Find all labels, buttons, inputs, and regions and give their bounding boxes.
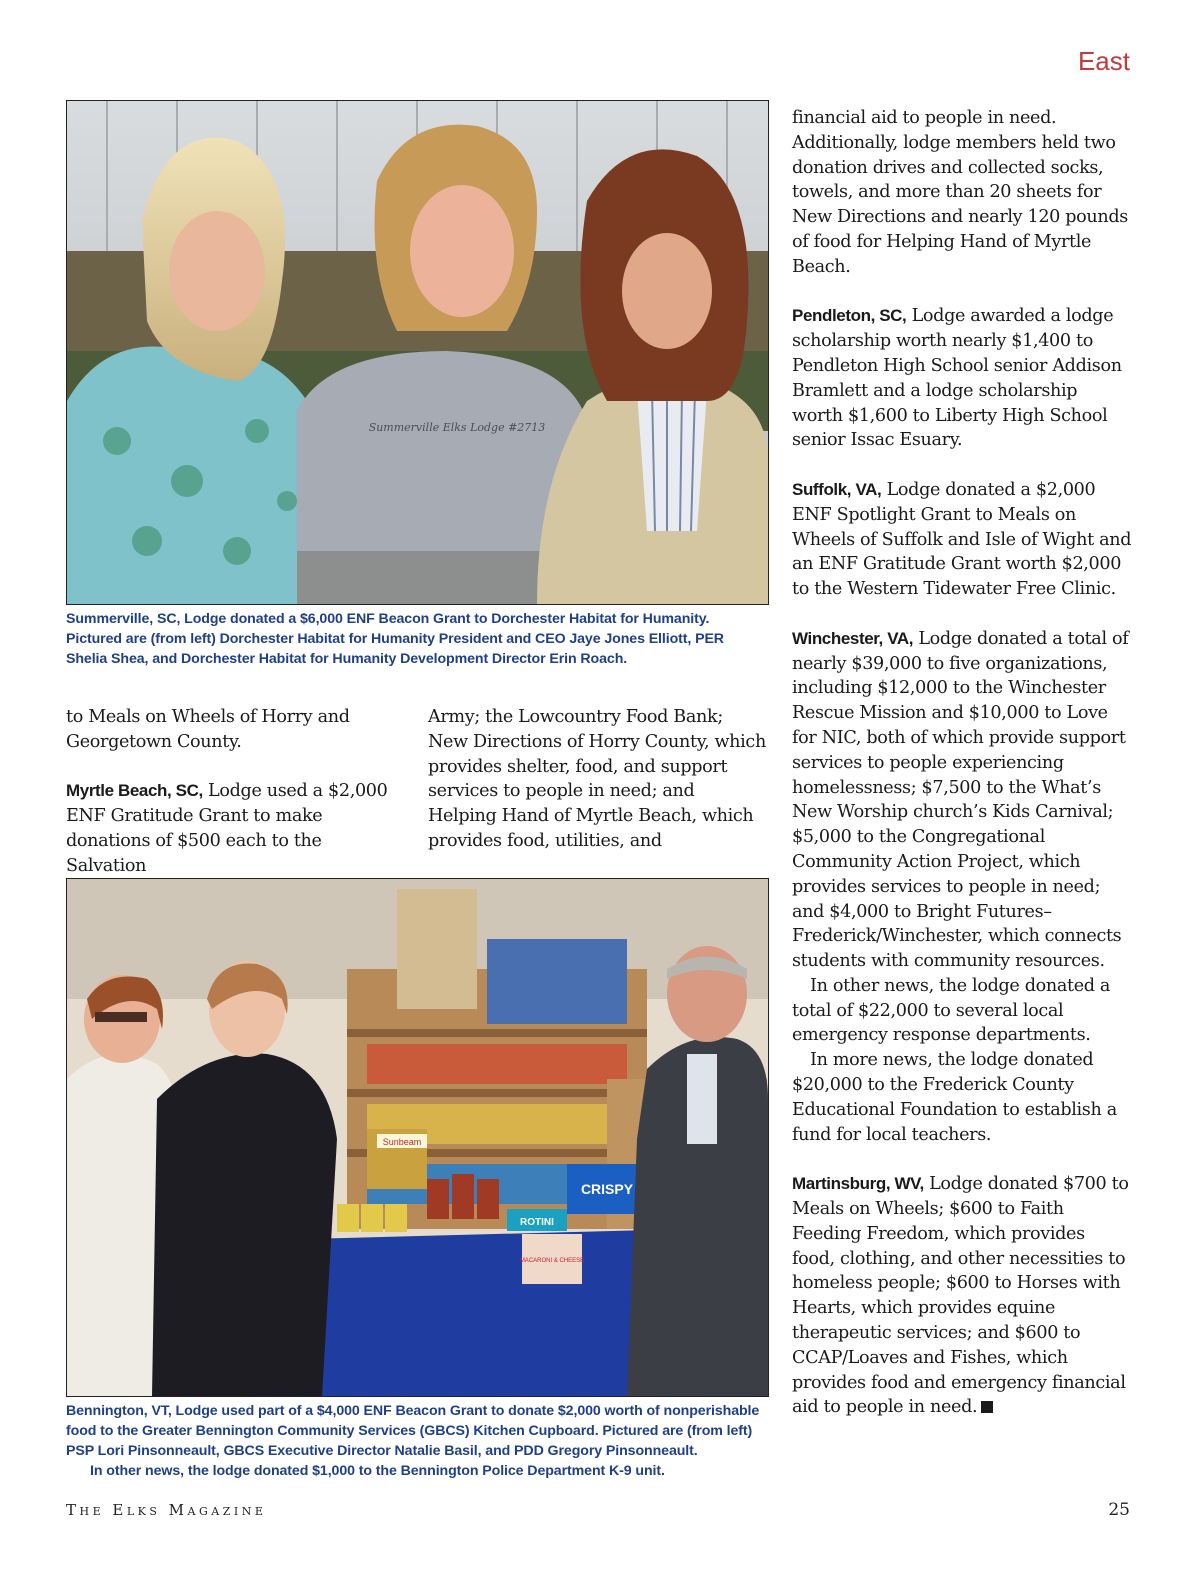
- paragraph-text: Lodge donated a $2,000 ENF Spotlight Grant to Meals on Wheels of Suffolk and Isle of Wight and an ENF Gratitude Grant worth $2,000 to the Western Tidewater Free Clinic.: [792, 479, 1132, 600]
- box-label: CRISPY: [580, 1181, 634, 1197]
- paragraph-text: Lodge used a $2,000 ENF Gratitude Grant to make donations of $500 each to the Salvation: [66, 781, 388, 876]
- paragraph: [66, 779, 404, 878]
- box-label: ROTINI: [520, 1217, 554, 1228]
- paragraph: [792, 304, 1132, 453]
- magazine-title: The Elks Magazine: [66, 1501, 267, 1519]
- lodge-name: Myrtle Beach, SC,: [66, 781, 203, 801]
- caption-lodge-name: Bennington, VT,: [66, 1403, 172, 1419]
- section-label: East: [1077, 46, 1130, 76]
- article-column-2: [428, 705, 766, 879]
- paragraph-text: Lodge awarded a lodge scholarship worth nearly $1,400 to Pendleton High School senior Addison Bramlett and a lodge scholarship worth $1,600 to Liberty High School senior Issac Esuary.: [792, 306, 1122, 451]
- lodge-name: Martinsburg, WV,: [792, 1174, 924, 1194]
- paragraph: Army; the Lowcountry Food Bank; New Directions of Horry County, which provides shelter, food, and support services to people in need; and Helping Hand of Myrtle Beach, which provides food, utilities, and: [428, 707, 766, 851]
- paragraph-text: Lodge donated a total of nearly $39,000 to five organizations, including $12,000 to the Winchester Rescue Mission and $10,000 to Love for NIC, both of which provide support services to people experiencing homelessness; $7,500 to the What’s New Worship church’s Kids Carnival; $5,000 to the Congregational Community Action Project, which provides services to people in need; and $4,000 to Bright Futures–Frederick/Winchester, which connects students with community resources.: [792, 628, 1129, 972]
- page-number: 25: [1108, 1500, 1130, 1520]
- photo2-caption: [66, 1401, 767, 1481]
- paragraph: [792, 627, 1132, 974]
- paragraph: to Meals on Wheels of Horry and Georgetown County.: [66, 707, 350, 752]
- end-of-article-mark: [981, 1401, 993, 1413]
- photo-summerville-lodge: [66, 100, 769, 605]
- paragraph: In more news, the lodge donated $20,000 to the Frederick County Educational Foundation to establish a fund for local teachers.: [792, 1050, 1117, 1145]
- article-column-1: [66, 705, 404, 903]
- photo1-caption: [66, 609, 767, 669]
- lodge-name: Winchester, VA,: [792, 628, 914, 648]
- paragraph: [792, 1172, 1132, 1420]
- shirt-logo-text: Summerville Elks Lodge #2713: [368, 421, 546, 434]
- paragraph: In other news, the lodge donated a total of $22,000 to several local emergency response departments.: [792, 975, 1111, 1046]
- article-column-3: [792, 106, 1132, 1445]
- paragraph: financial aid to people in need. Additionally, lodge members held two donation drives and collected socks, towels, and more than 20 sheets for New Directions and nearly 120 pounds of food for Helping Hand of Myrtle Beach.: [792, 108, 1128, 277]
- caption-text: Lodge donated a $6,000 ENF Beacon Grant to Dorchester Habitat for Humanity. Pictured are (from left) Dorchester Habitat for Humanity President and CEO Jaye Jones Elliott, PER Shelia Shea, and Dorchester Habitat for Humanity Development Director Erin Roach.: [66, 611, 724, 667]
- lodge-name: Pendleton, SC,: [792, 306, 907, 326]
- caption-text: Lodge used part of a $4,000 ENF Beacon Grant to donate $2,000 worth of nonperishable food to the Greater Bennington Community Services (GBCS) Kitchen Cupboard. Pictured are (from left) PSP Lori Pinsonneault, GBCS Executive Director Natalie Basil, and PDD Gregory Pinsonneault.: [66, 1403, 760, 1459]
- photo-bennington-lodge: [66, 878, 769, 1397]
- paragraph: [792, 478, 1132, 602]
- paragraph-text: Lodge donated $700 to Meals on Wheels; $600 to Faith Feeding Freedom, which provides food, clothing, and other necessities to homeless people; $600 to Horses with Hearts, which provides equine therapeutic services; and $600 to CCAP/Loaves and Fishes, which provides food and emergency financial aid to people in need.: [792, 1174, 1129, 1418]
- box-label: MACARONI & CHEESE: [519, 1258, 585, 1264]
- lodge-name: Suffolk, VA,: [792, 479, 882, 499]
- box-label: Sunbeam: [382, 1137, 422, 1147]
- caption-more: In other news, the lodge donated $1,000 to the Bennington Police Department K-9 unit.: [90, 1463, 665, 1479]
- caption-lodge-name: Summerville, SC,: [66, 611, 181, 627]
